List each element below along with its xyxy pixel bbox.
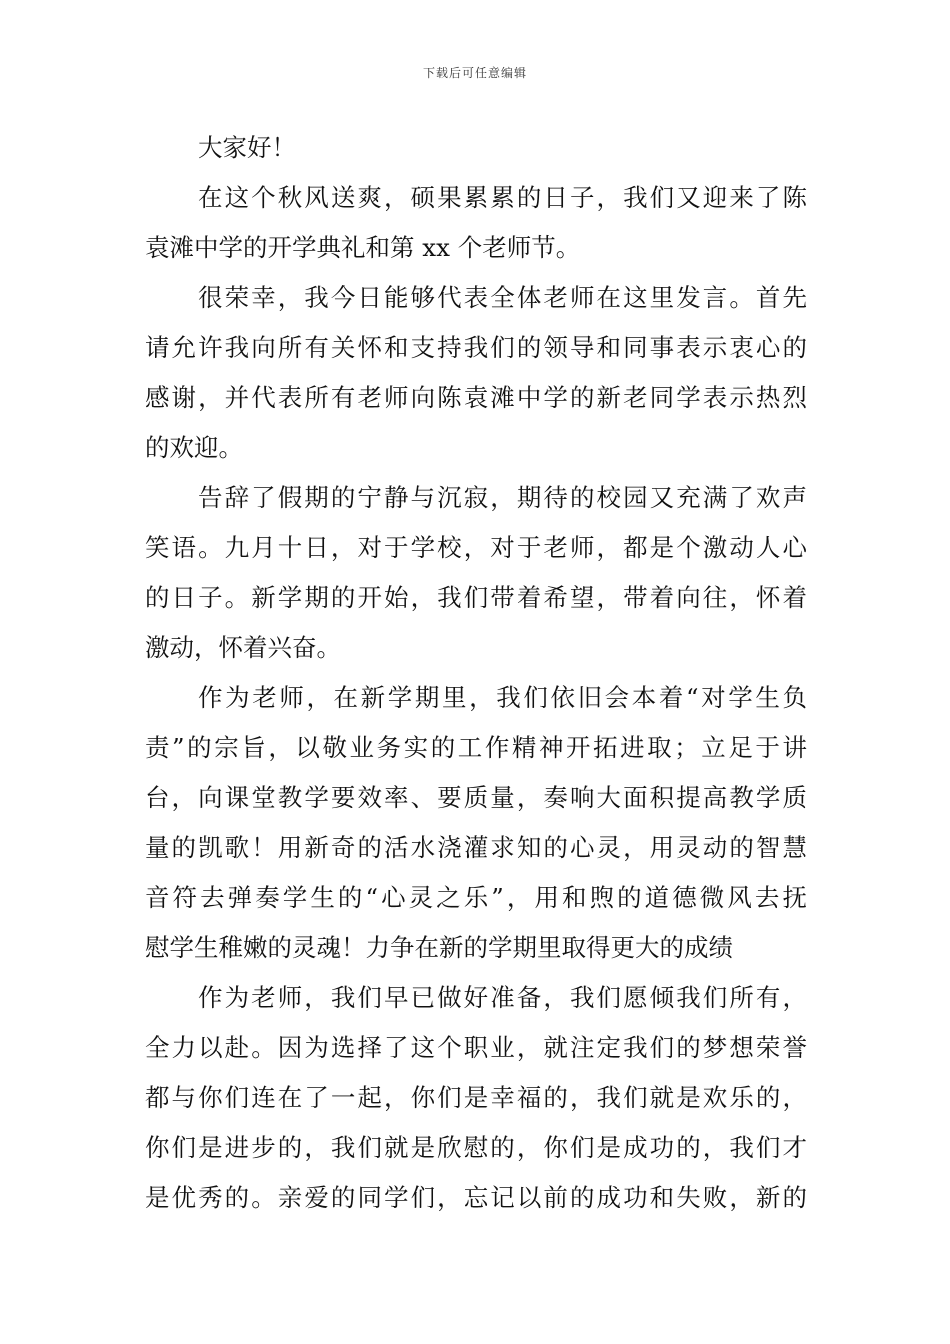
text-line: 都与你们连在了一起，你们是幸福的，我们就是欢乐的，	[145, 1083, 807, 1112]
page-header-note: 下载后可任意编辑	[422, 66, 527, 80]
text-line: 作为老师，我们早已做好准备，我们愿倾我们所有，	[198, 983, 807, 1012]
text-line: 作为老师，在新学期里，我们依旧会本着“对学生负	[198, 683, 807, 712]
text-line: 激动，怀着兴奋。	[145, 633, 341, 662]
text-line: 大家好！	[198, 133, 296, 162]
text-line: 笑语。九月十日，对于学校，对于老师，都是个激动人心	[145, 533, 807, 562]
text-line: 告辞了假期的宁静与沉寂，期待的校园又充满了欢声	[198, 483, 807, 512]
text-line: 全力以赴。因为选择了这个职业，就注定我们的梦想荣誉	[145, 1033, 807, 1062]
text-line: 是优秀的。亲爱的同学们，忘记以前的成功和失败，新的	[145, 1183, 807, 1212]
text-line: 量的凯歌！用新奇的活水浇灌求知的心灵，用灵动的智慧	[145, 833, 807, 862]
text-line: 音符去弹奏学生的“心灵之乐”，用和煦的道德微风去抚	[145, 883, 807, 912]
text-line: 的欢迎。	[145, 433, 243, 462]
text-line: 台，向课堂教学要效率、要质量，奏响大面积提高教学质	[145, 783, 807, 812]
text-line: 请允许我向所有关怀和支持我们的领导和同事表示衷心的	[145, 333, 807, 362]
document-body	[145, 123, 807, 1223]
text-line: 的日子。新学期的开始，我们带着希望，带着向往，怀着	[145, 583, 807, 612]
text-line: 感谢，并代表所有老师向陈袁滩中学的新老同学表示热烈	[145, 383, 807, 412]
text-line: 在这个秋风送爽，硕果累累的日子，我们又迎来了陈	[198, 183, 807, 212]
text-line: 很荣幸，我今日能够代表全体老师在这里发言。首先	[198, 283, 807, 312]
text-line: 你们是进步的，我们就是欣慰的，你们是成功的，我们才	[145, 1133, 807, 1162]
text-line: 责”的宗旨，以敬业务实的工作精神开拓进取；立足于讲	[145, 733, 807, 762]
text-line: 袁滩中学的开学典礼和第 xx 个老师节。	[145, 233, 581, 262]
text-line: 慰学生稚嫩的灵魂！力争在新的学期里取得更大的成绩	[145, 933, 733, 962]
